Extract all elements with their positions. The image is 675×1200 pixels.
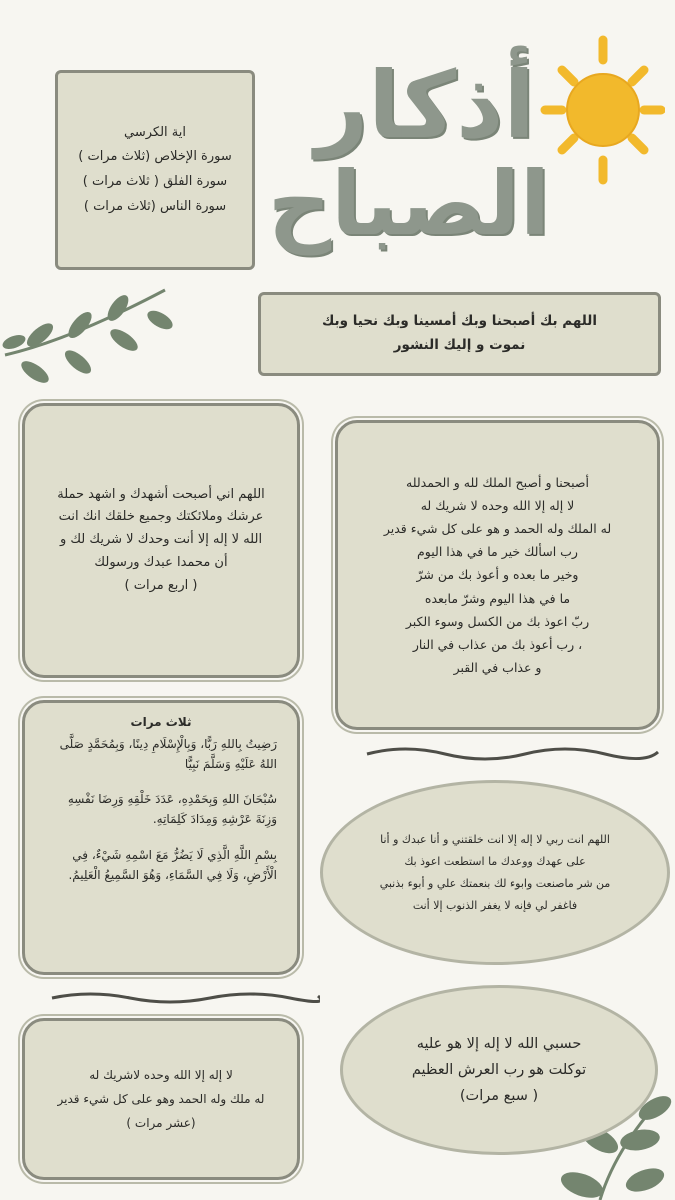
dhikr-line: ربّ اعوذ بك من الكسل وسوء الكبر [405, 613, 590, 629]
sun-icon [540, 30, 665, 190]
dhikr-line: ، رب أعوذ بك من عذاب في النار [412, 636, 583, 652]
dhikr-line: رب اسألك خير ما في هذا اليوم [417, 544, 578, 560]
dhikr-line: من شر ماصنعت وابوء لك بنعمتك علي و أبوء بذنبي [379, 876, 611, 890]
repeat-count: (عشر مرات ) [126, 1116, 196, 1130]
page-title-line1: أذكار [315, 52, 535, 159]
surah-line: سورة الناس (ثلاث مرات ) [83, 198, 227, 214]
dhikr-line: و عذاب في القبر [453, 659, 542, 675]
repeat-count: ثلاث مرات [130, 715, 192, 729]
repeat-count: ( اربع مرات ) [124, 577, 198, 593]
card-sayyid-istighfar [320, 780, 670, 965]
dhikr-line: لا إله إلا الله وحده لا شريك له [420, 498, 575, 514]
dhikr-line: أصبحنا و أصبح الملك لله و الحمدلله [406, 474, 589, 490]
page-title-line2: الصباح [267, 152, 550, 255]
dhikr-line: على عهدك ووعدك ما استطعت اعوذ بك [404, 854, 586, 868]
dhikr-line: اللهم اني أصبحت أشهدك و اشهد حملة [57, 486, 265, 502]
surah-line: سورة الفلق ( ثلاث مرات ) [82, 174, 228, 189]
card-shahada [22, 403, 300, 678]
dhikr-line: حسبي الله لا إله إلا هو عليه [416, 1035, 582, 1052]
divider-squiggle [365, 742, 660, 764]
dhikr-paragraph: سُبْحَانَ اللهِ وَبِحَمْدِهِ، عَدَدَ خَلْقِهِ وَرِضَا نَفْسِهِ وَزِنَةَ عَرْشِهِ وَمِدَادَ كَلِمَاتِهِ. [67, 792, 277, 827]
dhikr-line: له الملك وله الحمد و هو على كل شيء قدير [383, 521, 612, 537]
card-tahlil [22, 1018, 300, 1180]
card-bika-asbahna [258, 292, 661, 376]
surah-line: سورة الإخلاص (ثلاث مرات ) [78, 149, 232, 165]
dhikr-line: اللهم انت ربي لا إله إلا انت خلقتني و أنا عبدك و أنا [380, 832, 610, 846]
dhikr-line: ما في هذا اليوم وشرّ مابعده [424, 590, 571, 606]
dhikr-line: توكلت هو رب العرش العظيم [411, 1061, 587, 1078]
card-asbahna-mulk [335, 420, 660, 730]
dhikr-line: له ملك وله الحمد وهو على كل شيء قدير [57, 1092, 265, 1106]
dhikr-line: اللهم بك أصبحنا وبك أمسينا وبك نحيا وبك [321, 313, 598, 330]
dhikr-paragraph: بِسْمِ اللَّهِ الَّذِي لَا يَضُرُّ مَعَ اسْمِهِ شَيْءٌ، فِي الْأَرْضِ، وَلَا فِي السَّمَاءِ، وَهُوَ السَّمِيعُ الْعَلِيمُ. [68, 847, 277, 882]
dhikr-line: الله لا إله إلا أنت وحدك لا شريك لك و [59, 532, 263, 548]
dhikr-line: عرشك وملائكتك وجميع خلقك انك انت [58, 509, 264, 525]
leaf-branch-icon [0, 280, 180, 390]
dhikr-line: أن محمدا عبدك ورسولك [94, 554, 228, 570]
dhikr-line: لا إله إلا الله وحده لاشريك له [89, 1068, 233, 1082]
dhikr-line: وخير ما بعده و أعوذ بك من شرّ [416, 567, 579, 583]
dhikr-line: فاغفر لي فإنه لا يغفر الذنوب إلا أنت [412, 898, 578, 912]
repeat-count: ( سبع مرات) [459, 1088, 539, 1105]
card-thalath-marrat [22, 700, 300, 975]
card-surahs [55, 70, 255, 270]
dhikr-line: نموت و إليك النشور [393, 337, 526, 353]
surah-line: اية الكرسي [124, 124, 186, 140]
card-hasbiyallah [340, 985, 658, 1155]
divider-squiggle [50, 988, 320, 1008]
dhikr-paragraph: رَضِيتُ بِاللهِ رَبًّا، وَبِالْإِسْلَامِ دِينًا، وَبِمُحَمَّدٍ صَلَّى اللهُ عَلَيْهِ وَسَلَّمَ نَبِيًّا [59, 736, 277, 771]
